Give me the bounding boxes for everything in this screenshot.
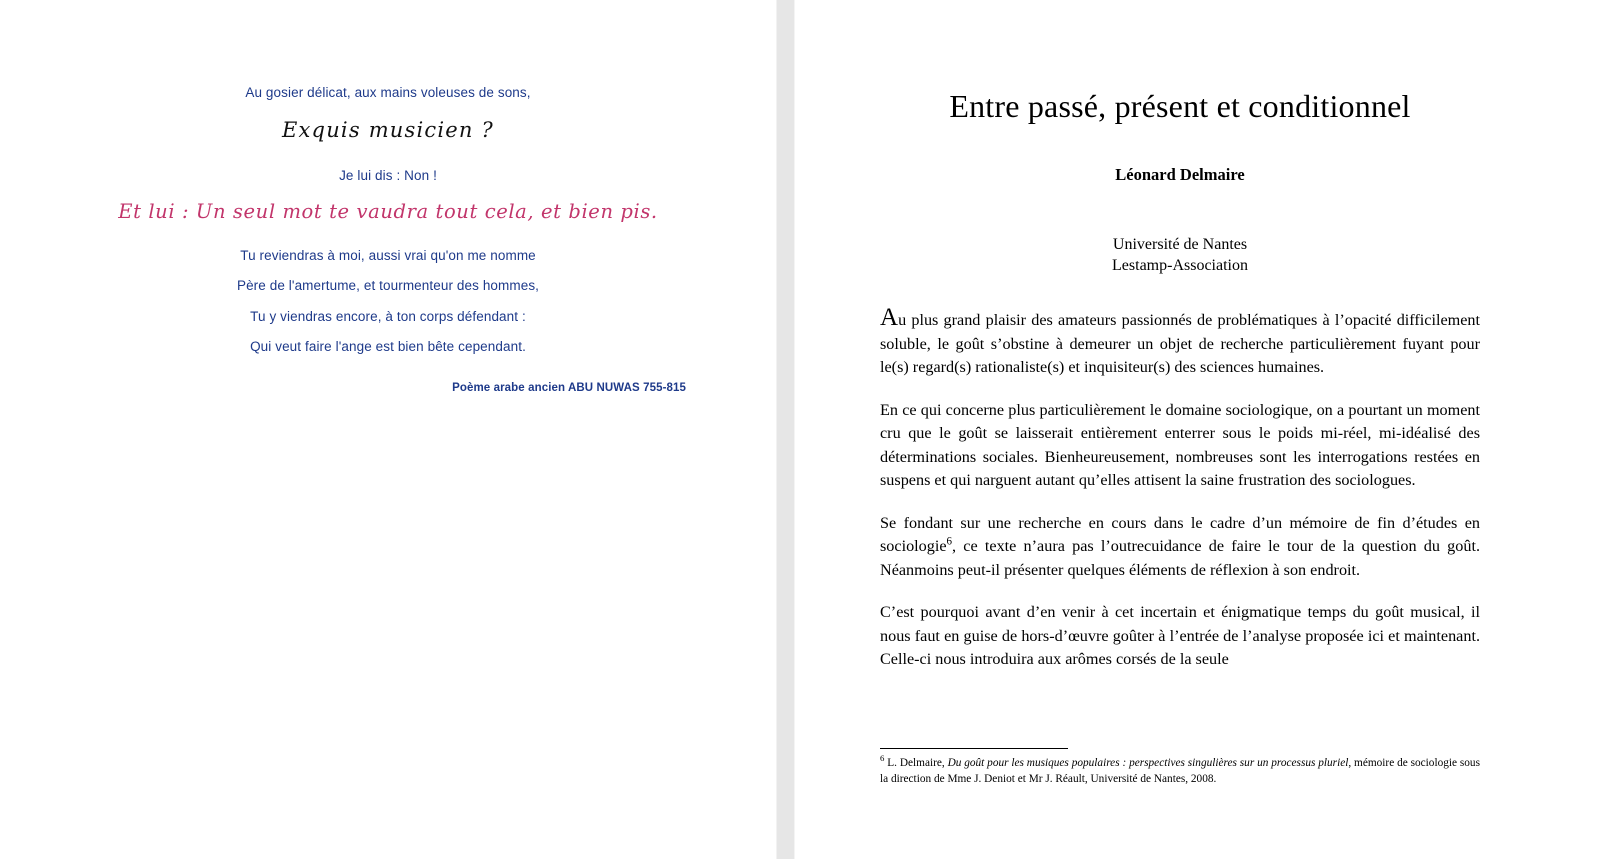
paragraph-3 — [880, 512, 1480, 582]
right-page — [795, 0, 1600, 859]
footnote-marker: 6 — [880, 753, 885, 764]
footnote-text-before-title: L. Delmaire, — [884, 757, 948, 769]
footnote-reference-6[interactable]: 6 — [946, 535, 953, 548]
body-text — [880, 304, 1480, 671]
paragraph-1-text: u plus grand plaisir des amateurs passionnés de problématiques à l’opacité difficilement soluble, le goût s’obstine à demeurer un objet de recherche particulièrement fuyant pour le(s) regard(s) rationaliste(s) et inquisiteur(s) des sciences humaines. — [880, 311, 1480, 377]
paragraph-3-text-after-note: , ce texte n’aura pas l’outrecuidance de faire le tour de la question du goût. Néanmoins peut-il présenter quelques éléments de réflexion à son endroit. — [880, 537, 1480, 579]
poem-source-attribution: Poème arabe ancien ABU NUWAS 755-815 — [452, 381, 686, 394]
poem-line-3: Je lui dis : Non ! — [339, 167, 437, 183]
footnote-work-title: Du goût pour les musiques populaires : perspectives singulières sur un processus pluriel — [947, 757, 1349, 769]
footnote-separator-rule — [880, 748, 1068, 749]
affiliation — [880, 234, 1480, 276]
poem-stanza-two — [0, 247, 776, 356]
paper-content — [880, 0, 1480, 859]
paragraph-4: C’est pourquoi avant d’en venir à cet incertain et énigmatique temps du goût musical, il nous faut en guise de hors-d’œuvre goûter à l’entrée de l’analyse proposée ici et maintenant. Celle-ci nous introduira aux arômes corsés de la seule — [880, 603, 1480, 669]
page-title: Entre passé, présent et conditionnel — [949, 88, 1411, 124]
footnote-text-after-title: , mémoire de sociologie sous la direction de Mme J. Deniot et Mr J. Réault, Université de Nantes, 2008. — [880, 757, 1480, 786]
paragraph-1 — [880, 304, 1480, 379]
page-gutter — [776, 0, 795, 859]
author-name: Léonard Delmaire — [1115, 165, 1245, 184]
poem-stanza2-line-3: Tu y viendras encore, à ton corps défendant : — [250, 308, 526, 324]
paragraph-2: En ce qui concerne plus particulièrement le domaine sociologique, on a pourtant un moment cru que le goût se laisserait entièrement enterrer sous le poids mi-réel, mi-idéalisé des déterminations sociales. Bienheureusement, nombreuses sont les interrogations restées en suspens et qui narguent autant qu’elles attisent la saine frustration des sociologues. — [880, 400, 1480, 490]
paragraph-3-text-before-note: Se fondant sur une recherche en cours dans le cadre d’un mémoire de fin d’études en sociologie — [880, 513, 1480, 556]
footnote-area — [880, 748, 1480, 787]
poem-line-1: Au gosier délicat, aux mains voleuses de sons, — [245, 85, 531, 100]
left-page — [0, 0, 776, 859]
footnote-entry — [880, 755, 1480, 787]
poem-stanza2-line-4: Qui veut faire l'ange est bien bête cependant. — [250, 338, 526, 354]
poem-block — [0, 84, 776, 394]
affiliation-line-1: Université de Nantes — [1112, 236, 1248, 253]
poem-line-2-script: Exquis musicien ? — [281, 118, 494, 143]
drop-cap: A — [880, 304, 899, 332]
poem-line-4-script-pink: Et lui : Un seul mot te vaudra tout cela, et bien pis. — [118, 199, 658, 223]
affiliation-line-2: Lestamp-Association — [1112, 257, 1248, 275]
poem-stanza2-line-1: Tu reviendras à moi, aussi vrai qu'on me nomme — [240, 248, 536, 264]
poem-stanza2-line-2: Père de l'amertume, et tourmenteur des hommes, — [236, 278, 540, 294]
